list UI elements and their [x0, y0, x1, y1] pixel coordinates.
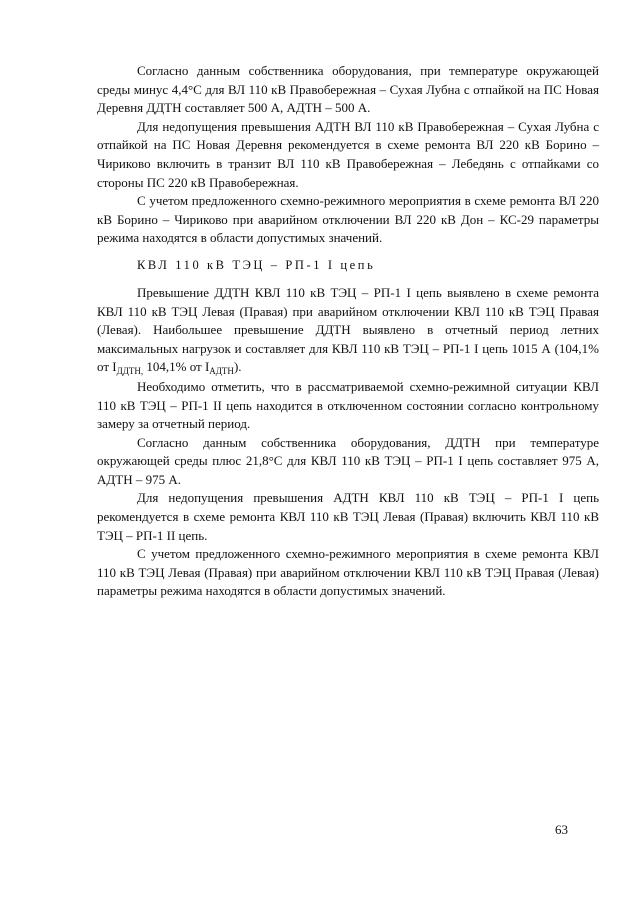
document-page — [97, 62, 599, 601]
paragraph-overload-description — [97, 284, 599, 378]
page-number: 63 — [555, 822, 568, 837]
overload-end-text: ). — [233, 359, 242, 375]
subscript-ddtn: ДДТН, — [116, 366, 144, 377]
paragraph-temperature-note-2: Согласно данным собственника оборудования, ДДТН при температуре окружающей среды плюс 21,8°С для КВЛ 110 кВ ТЭЦ – РП-1 I цепь составляет 975 А, АДТН – 975 А. — [97, 434, 599, 487]
paragraph-recommendation-1: Для недопущения превышения АДТН ВЛ 110 кВ Правобережная – Сухая Лубна с отпайкой на ПС Новая Деревня рекомендуется в схеме ремонта ВЛ 220 кВ Борино – Чириково включить в транзит ВЛ 110 кВ Правобережная – Лебедянь с отпайками со стороны ПС 220 кВ Правобережная. — [97, 118, 599, 190]
section-heading: КВЛ 110 кВ ТЭЦ – РП-1 I цепь — [137, 257, 376, 272]
overload-main-text: Превышение ДДТН КВЛ 110 кВ ТЭЦ – РП-1 I цепь выявлено в схеме ремонта КВЛ 110 кВ ТЭЦ Левая (Правая) при аварийном отключении КВЛ 110 кВ ТЭЦ Правая (Левая). Наибольшее превышение ДДТН выявлено в отчетный период летних максимальных нагрузок и составляет для КВЛ 110 кВ ТЭЦ – РП-1 I цепь 1015 А (104,1% от I — [97, 284, 599, 375]
paragraph-disconnected-note: Необходимо отметить, что в рассматриваемой схемно-режимной ситуации КВЛ 110 кВ ТЭЦ – РП-1 II цепь находится в отключенном состоянии согласно контрольному замеру за отчетный период. — [97, 378, 599, 432]
paragraph-temperature-note-1: Согласно данным собственника оборудования, при температуре окружающей среды минус 4,4°С для ВЛ 110 кВ Правобережная – Сухая Лубна с отпайкой на ПС Новая Деревня ДДТН составляет 500 А, АДТН – 500 А. — [97, 63, 599, 116]
subscript-adtn: АДТН — [209, 366, 234, 377]
paragraph-conclusion-2: С учетом предложенного схемно-режимного мероприятия в схеме ремонта КВЛ 110 кВ ТЭЦ Левая (Правая) при аварийном отключении КВЛ 110 кВ ТЭЦ Правая (Левая) параметры режима находятся в области допустимых значений. — [97, 546, 599, 599]
overload-middle-text: 104,1% от I — [143, 359, 210, 375]
paragraph-conclusion-1: С учетом предложенного схемно-режимного мероприятия в схеме ремонта ВЛ 220 кВ Борино – Чириково при аварийном отключении ВЛ 220 кВ Дон – КС-29 параметры режима находятся в области допустимых значений. — [97, 193, 599, 246]
paragraph-recommendation-2: Для недопущения превышения АДТН КВЛ 110 кВ ТЭЦ – РП-1 I цепь рекомендуется в схеме ремонта КВЛ 110 кВ ТЭЦ Левая (Правая) включить КВЛ 110 кВ ТЭЦ – РП-1 II цепь. — [97, 490, 599, 543]
